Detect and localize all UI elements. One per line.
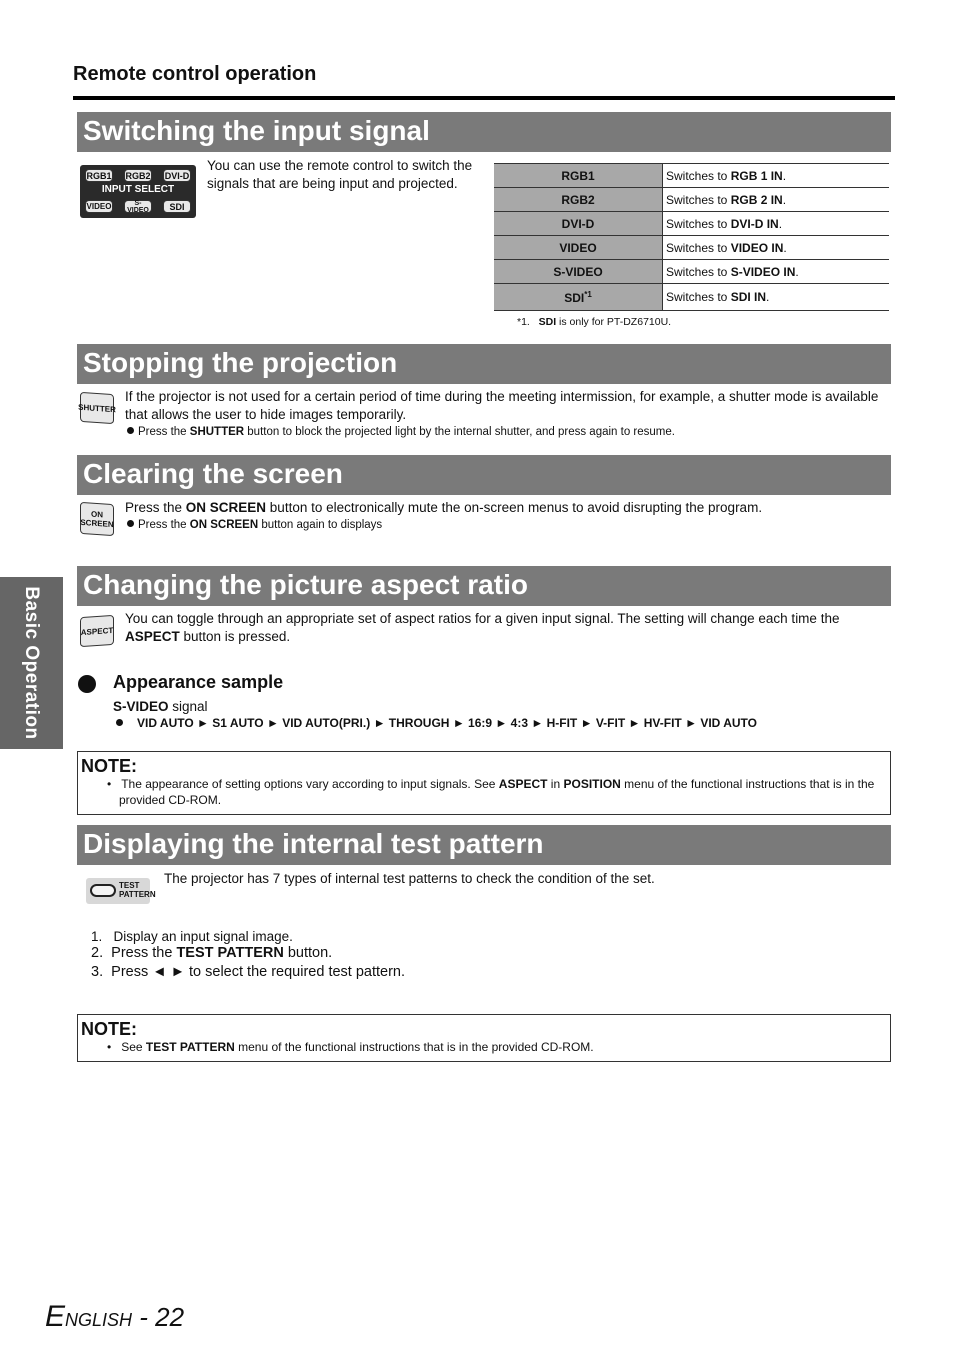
svideo-key-icon: S-VIDEO (124, 200, 152, 213)
table-value: Switches to RGB 1 IN. (663, 164, 890, 188)
header-rule (73, 96, 895, 100)
stop-bullet: Press the SHUTTER button to block the projected light by the internal shutter, and press again to resume. (127, 424, 887, 440)
bullet-icon (127, 520, 134, 527)
aspect-description: You can toggle through an appropriate set of aspect ratios for a given input signal. The setting will change each time the ASPECT button is pressed. (125, 611, 840, 644)
table-row (494, 284, 889, 311)
table-key: S-VIDEO (494, 260, 663, 284)
table-key: DVI-D (494, 212, 663, 236)
running-header: Remote control operation (73, 63, 317, 85)
section-title-input: Switching the input signal (77, 112, 891, 152)
table-row (494, 164, 889, 188)
side-tab-label: Basic Operation (21, 586, 42, 740)
arrow-right-icon: ► (197, 716, 209, 730)
on-screen-button-icon: ON SCREEN (80, 502, 114, 536)
arrow-right-icon: ► (531, 716, 544, 730)
table-value: Switches to VIDEO IN. (663, 236, 890, 260)
table-key: RGB1 (494, 164, 663, 188)
sequence-item: S1 AUTO (212, 716, 264, 730)
left-right-arrow-icons: ◄ ► (152, 964, 185, 980)
table-key: RGB2 (494, 188, 663, 212)
arrow-right-icon: ► (495, 716, 508, 730)
input-signal-table (494, 163, 889, 311)
arrow-right-icon: ► (580, 716, 593, 730)
input-footnote: *1. SDI is only for PT-DZ6710U. (517, 316, 672, 328)
table-row (494, 260, 889, 284)
test-step-1: 1. Display an input signal image. (91, 929, 293, 944)
test-description: The projector has 7 types of internal test patterns to check the condition of the set. (164, 871, 655, 886)
note-item: • See TEST PATTERN menu of the functional instructions that is in the provided CD-ROM. (107, 1040, 594, 1054)
test-pattern-button-icon (86, 878, 156, 904)
appearance-sample-heading: Appearance sample (113, 672, 284, 692)
sample-signal: S-VIDEO signal (113, 699, 208, 714)
sequence-item: HV-FIT (643, 716, 682, 730)
table-value: Switches to RGB 2 IN. (663, 188, 890, 212)
table-value: Switches to DVI-D IN. (663, 212, 890, 236)
side-tab (0, 577, 63, 749)
sequence-item: VID AUTO (700, 716, 757, 730)
arrow-right-icon: ► (628, 716, 641, 730)
arrow-right-icon: ► (266, 716, 279, 730)
sequence-item: H-FIT (546, 716, 578, 730)
page-footer: English - 22 (45, 1300, 185, 1333)
table-row (494, 236, 889, 260)
arrow-right-icon: ► (373, 716, 386, 730)
arrow-right-icon: ► (685, 716, 697, 730)
input-select-icon (80, 165, 196, 218)
table-value: Switches to SDI IN. (663, 284, 890, 311)
arrow-right-icon: ► (452, 716, 465, 730)
sequence-item: 16:9 (468, 716, 493, 730)
rgb1-key-icon: RGB1 (86, 170, 112, 181)
oval-key-icon (90, 884, 116, 897)
test-pattern-icon-label: TEST PATTERN (119, 881, 156, 899)
aspect-sequence (116, 716, 757, 730)
test-note-box (77, 1014, 891, 1062)
sequence-item: THROUGH (388, 716, 450, 730)
aspect-note-box (77, 751, 891, 815)
bullet-icon (116, 719, 123, 726)
table-key: VIDEO (494, 236, 663, 260)
video-key-icon: VIDEO (86, 202, 112, 211)
stop-description: If the projector is not used for a certain period of time during the meeting intermission, for example, a shutter mode is available that allows the user to hide images temporarily. (125, 389, 879, 422)
sequence-item: VID AUTO(PRI.) (282, 716, 371, 730)
note-title: NOTE: (81, 1019, 137, 1039)
note-item: • The appearance of setting options vary according to input signals. See ASPECT in POSITION menu of the functional instructions that is in the provided CD-ROM. (107, 777, 875, 807)
table-key: SDI$^{*1}$ (494, 284, 663, 311)
sequence-item: V-FIT (595, 716, 626, 730)
input-description: You can use the remote control to switch the signals that are being input and projected. (207, 158, 473, 191)
bullet-icon (127, 427, 134, 434)
shutter-button-icon: SHUTTER (80, 392, 114, 424)
test-step-3: 3. Press ◄ ► to select the required test pattern. (91, 964, 406, 980)
table-value: Switches to S-VIDEO IN. (663, 260, 890, 284)
table-row (494, 188, 889, 212)
input-select-caption: INPUT SELECT (101, 184, 175, 195)
section-title-stop: Stopping the projection (77, 344, 891, 384)
aspect-button-icon: ASPECT (80, 615, 114, 647)
test-step-2: 2. Press the TEST PATTERN button. (91, 945, 333, 961)
clear-description: Press the ON SCREEN button to electronically mute the on-screen menus to avoid disrupting the program. (125, 500, 763, 515)
sequence-item: 4:3 (510, 716, 528, 730)
table-row (494, 212, 889, 236)
note-title: NOTE: (81, 756, 137, 776)
section-title-test: Displaying the internal test pattern (77, 825, 891, 865)
sdi-key-icon: SDI (163, 200, 191, 213)
section-title-clear: Clearing the screen (77, 455, 891, 495)
section-title-aspect: Changing the picture aspect ratio (77, 566, 891, 606)
sequence-item: VID AUTO (137, 716, 194, 730)
sample-bullet-icon (78, 675, 96, 693)
clear-bullet: Press the ON SCREEN button again to displays (127, 517, 887, 533)
dvid-key-icon: DVI-D (164, 170, 190, 181)
rgb2-key-icon: RGB2 (125, 170, 151, 181)
